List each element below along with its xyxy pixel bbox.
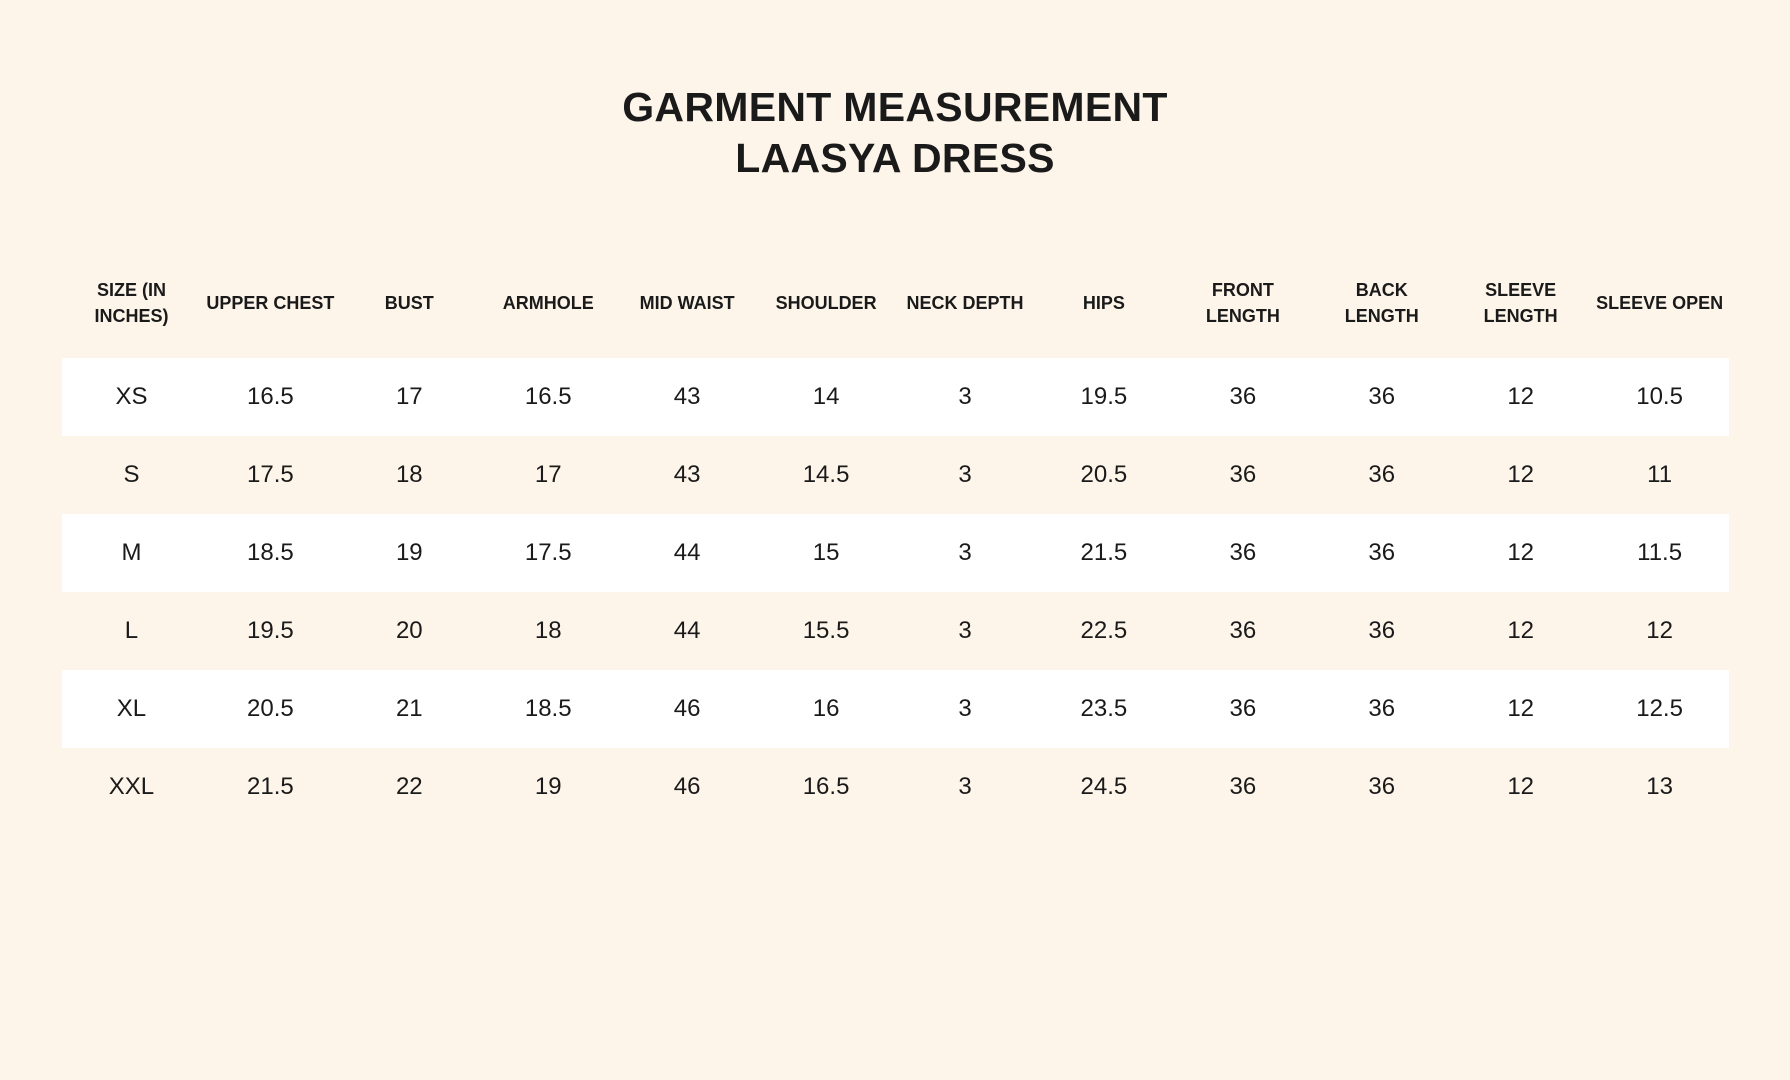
table-cell: 19.5: [1080, 383, 1128, 410]
table-cell: 43: [673, 383, 701, 410]
table-cell: 12: [1507, 461, 1535, 488]
table-cell: 10.5: [1636, 383, 1683, 410]
table-cell: 20.5: [1080, 461, 1128, 488]
table-cell: 36: [1368, 461, 1396, 488]
table-cell: 15: [812, 539, 840, 566]
table-cell: 24.5: [1080, 773, 1128, 800]
table-row-m: [62, 514, 1729, 592]
table-cell: 3: [958, 539, 972, 566]
title-line-2: LAASYA DRESS: [735, 135, 1055, 181]
table-cell: 14: [812, 383, 840, 410]
table-cell: 15.5: [802, 617, 850, 644]
table-cell: 12: [1507, 383, 1535, 410]
table-cell: 36: [1229, 539, 1257, 566]
table-cell: 18: [534, 617, 562, 644]
table-row-xl: [62, 670, 1729, 748]
table-cell: 12: [1646, 617, 1673, 644]
table-row-xs: [62, 358, 1729, 436]
table-cell: 36: [1368, 383, 1396, 410]
table-cell: 18: [395, 461, 423, 488]
table-row-s: [62, 436, 1729, 514]
header-front-length: FRONT LENGTH: [1205, 280, 1280, 326]
table-cell: 36: [1368, 539, 1396, 566]
table-cell: 3: [958, 773, 972, 800]
table-cell: 21.5: [1080, 539, 1128, 566]
table-cell: 36: [1229, 383, 1257, 410]
table-cell: S: [123, 461, 140, 488]
header-size: SIZE (IN INCHES): [94, 280, 169, 326]
measurement-table: [62, 248, 1729, 826]
table-cell: 36: [1229, 461, 1257, 488]
table-cell: 17: [395, 383, 423, 410]
table-cell: XL: [116, 695, 147, 722]
table-cell: 20.5: [247, 695, 294, 722]
table-cell: 11: [1647, 461, 1673, 488]
header-mid-waist: MID WAIST: [639, 293, 735, 313]
header-neck-depth: NECK DEPTH: [906, 293, 1024, 313]
table-cell: 36: [1368, 773, 1396, 800]
title-line-1: GARMENT MEASUREMENT: [622, 84, 1168, 130]
header-sleeve-open: SLEEVE OPEN: [1596, 293, 1724, 313]
table-cell: XS: [115, 383, 148, 410]
table-cell: 22: [395, 773, 423, 800]
table-cell: 36: [1229, 617, 1257, 644]
table-cell: 3: [958, 461, 972, 488]
table-cell: 22.5: [1080, 617, 1128, 644]
table-cell: 20: [395, 617, 423, 644]
table-cell: 18.5: [247, 539, 294, 566]
table-cell: 12.5: [1636, 695, 1683, 722]
table-cell: 3: [958, 617, 972, 644]
page-title: [0, 82, 1790, 184]
table-cell: 16.5: [524, 383, 572, 410]
table-row-xxl: [62, 748, 1729, 826]
header-back-length: BACK LENGTH: [1344, 280, 1419, 326]
table-cell: 12: [1507, 617, 1535, 644]
table-cell: 18.5: [524, 695, 572, 722]
table-cell: 11.5: [1637, 539, 1683, 566]
table-cell: 19: [534, 773, 562, 800]
table-cell: 12: [1507, 773, 1535, 800]
table-cell: 46: [673, 695, 701, 722]
header-shoulder: SHOULDER: [775, 293, 877, 313]
table-cell: 46: [673, 773, 701, 800]
table-row-l: [62, 592, 1729, 670]
table-cell: 3: [958, 695, 972, 722]
header-armhole: ARMHOLE: [502, 293, 594, 313]
table-header-row: [62, 248, 1729, 358]
table-cell: 17.5: [524, 539, 572, 566]
table-cell: 36: [1368, 695, 1396, 722]
table-cell: 19: [395, 539, 423, 566]
table-cell: 36: [1229, 695, 1257, 722]
table-cell: 12: [1507, 539, 1535, 566]
table-cell: 21.5: [247, 773, 294, 800]
table-cell: 12: [1507, 695, 1535, 722]
header-sleeve-length: SLEEVE LENGTH: [1483, 280, 1558, 326]
table-cell: 36: [1229, 773, 1257, 800]
header-upper-chest: UPPER CHEST: [206, 293, 335, 313]
table-cell: 19.5: [247, 617, 294, 644]
table-cell: 23.5: [1080, 695, 1128, 722]
table-cell: 3: [958, 383, 972, 410]
table-cell: 44: [673, 617, 701, 644]
table-cell: 17.5: [247, 461, 294, 488]
table-cell: 16: [812, 695, 840, 722]
table-cell: 14.5: [802, 461, 850, 488]
table-cell: M: [121, 539, 142, 566]
table-cell: 16.5: [247, 383, 294, 410]
table-cell: 43: [673, 461, 701, 488]
table-cell: 16.5: [802, 773, 850, 800]
table-cell: 21: [395, 695, 423, 722]
table-cell: 13: [1646, 773, 1673, 800]
header-bust: BUST: [384, 293, 434, 313]
table-cell: 17: [534, 461, 562, 488]
table-cell: XXL: [108, 773, 155, 800]
header-hips: HIPS: [1082, 293, 1125, 313]
table-cell: 44: [673, 539, 701, 566]
table-cell: L: [124, 617, 139, 644]
table-cell: 36: [1368, 617, 1396, 644]
